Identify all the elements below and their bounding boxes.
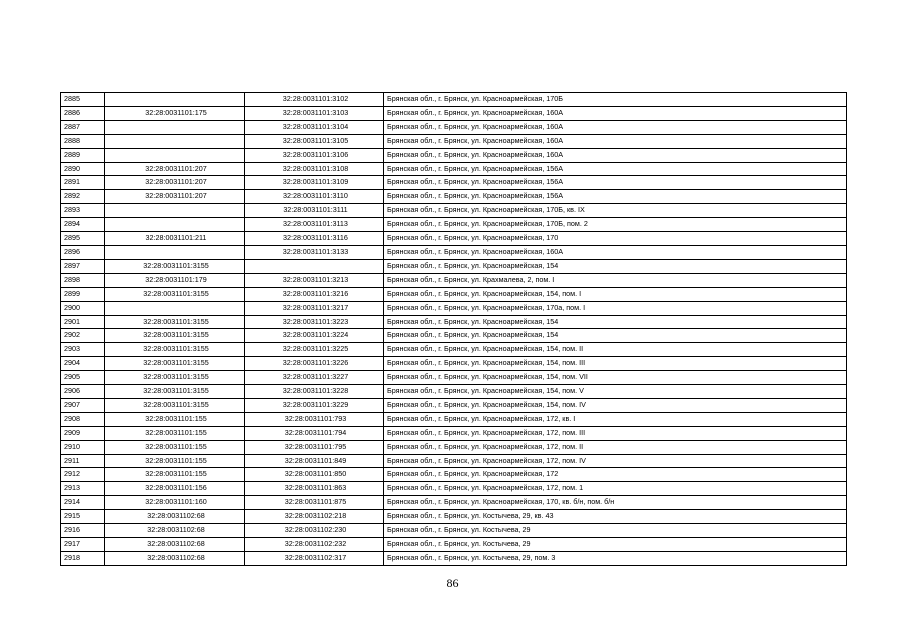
table-row [61,398,847,412]
address-cell: Брянская обл., г. Брянск, ул. Красноармейская, 156А [384,190,847,204]
land-cadastral-number-cell: 32:28:0031101:155 [105,454,245,468]
building-cadastral-number-cell: 32:28:0031101:3110 [245,190,384,204]
land-cadastral-number-cell: 32:28:0031101:155 [105,468,245,482]
address-cell: Брянская обл., г. Брянск, ул. Красноармейская, 154, пом. V [384,385,847,399]
land-cadastral-number-cell: 32:28:0031101:155 [105,440,245,454]
land-cadastral-number-cell: 32:28:0031101:3155 [105,371,245,385]
row-number-cell: 2901 [61,315,105,329]
row-number-cell: 2916 [61,524,105,538]
building-cadastral-number-cell: 32:28:0031101:795 [245,440,384,454]
row-number-cell: 2906 [61,385,105,399]
address-cell: Брянская обл., г. Брянск, ул. Красноармейская, 172, пом. II [384,440,847,454]
land-cadastral-number-cell [105,218,245,232]
address-cell: Брянская обл., г. Брянск, ул. Красноармейская, 170 [384,232,847,246]
building-cadastral-number-cell: 32:28:0031101:3229 [245,398,384,412]
row-number-cell: 2891 [61,176,105,190]
land-cadastral-number-cell: 32:28:0031101:3155 [105,287,245,301]
table-row [61,468,847,482]
building-cadastral-number-cell: 32:28:0031101:3225 [245,343,384,357]
building-cadastral-number-cell: 32:28:0031101:3103 [245,106,384,120]
land-cadastral-number-cell: 32:28:0031101:211 [105,232,245,246]
row-number-cell: 2895 [61,232,105,246]
table-body [61,93,847,566]
table-row [61,510,847,524]
land-cadastral-number-cell [105,148,245,162]
land-cadastral-number-cell [105,301,245,315]
row-number-cell: 2910 [61,440,105,454]
building-cadastral-number-cell: 32:28:0031101:3133 [245,245,384,259]
row-number-cell: 2897 [61,259,105,273]
page-number: 86 [446,576,459,590]
land-cadastral-number-cell: 32:28:0031101:207 [105,176,245,190]
building-cadastral-number-cell: 32:28:0031101:3109 [245,176,384,190]
row-number-cell: 2903 [61,343,105,357]
row-number-cell: 2885 [61,93,105,107]
land-cadastral-number-cell: 32:28:0031102:68 [105,538,245,552]
land-cadastral-number-cell: 32:28:0031101:179 [105,273,245,287]
building-cadastral-number-cell: 32:28:0031101:3104 [245,120,384,134]
row-number-cell: 2902 [61,329,105,343]
land-cadastral-number-cell: 32:28:0031102:68 [105,551,245,565]
building-cadastral-number-cell: 32:28:0031101:3226 [245,357,384,371]
table-row [61,148,847,162]
address-cell: Брянская обл., г. Брянск, ул. Красноармейская, 172, пом. III [384,426,847,440]
address-cell: Брянская обл., г. Брянск, ул. Красноармейская, 154 [384,329,847,343]
row-number-cell: 2887 [61,120,105,134]
table-row [61,454,847,468]
land-cadastral-number-cell: 32:28:0031101:3155 [105,259,245,273]
building-cadastral-number-cell: 32:28:0031101:3228 [245,385,384,399]
table-row [61,371,847,385]
address-cell: Брянская обл., г. Брянск, ул. Красноармейская, 170Б, кв. IX [384,204,847,218]
building-cadastral-number-cell: 32:28:0031101:3213 [245,273,384,287]
row-number-cell: 2912 [61,468,105,482]
land-cadastral-number-cell: 32:28:0031101:155 [105,426,245,440]
land-cadastral-number-cell: 32:28:0031101:3155 [105,357,245,371]
table-row [61,190,847,204]
row-number-cell: 2892 [61,190,105,204]
building-cadastral-number-cell: 32:28:0031101:793 [245,412,384,426]
row-number-cell: 2896 [61,245,105,259]
table-row [61,176,847,190]
address-cell: Брянская обл., г. Брянск, ул. Красноармейская, 154 [384,259,847,273]
building-cadastral-number-cell: 32:28:0031101:3223 [245,315,384,329]
table-row [61,412,847,426]
building-cadastral-number-cell: 32:28:0031101:794 [245,426,384,440]
land-cadastral-number-cell: 32:28:0031101:155 [105,412,245,426]
table-row [61,204,847,218]
address-cell: Брянская обл., г. Брянск, ул. Красноармейская, 154 [384,315,847,329]
land-cadastral-number-cell: 32:28:0031101:207 [105,190,245,204]
building-cadastral-number-cell: 32:28:0031101:863 [245,482,384,496]
row-number-cell: 2894 [61,218,105,232]
building-cadastral-number-cell: 32:28:0031101:850 [245,468,384,482]
address-cell: Брянская обл., г. Брянск, ул. Красноармейская, 154, пом. IV [384,398,847,412]
land-cadastral-number-cell: 32:28:0031101:156 [105,482,245,496]
table-row [61,93,847,107]
table-row [61,385,847,399]
table-row [61,496,847,510]
land-cadastral-number-cell: 32:28:0031101:3155 [105,329,245,343]
land-cadastral-number-cell: 32:28:0031101:3155 [105,385,245,399]
row-number-cell: 2907 [61,398,105,412]
land-cadastral-number-cell [105,120,245,134]
land-cadastral-number-cell: 32:28:0031101:175 [105,106,245,120]
row-number-cell: 2904 [61,357,105,371]
table-row [61,482,847,496]
building-cadastral-number-cell: 32:28:0031101:3216 [245,287,384,301]
land-cadastral-number-cell [105,204,245,218]
address-cell: Брянская обл., г. Брянск, ул. Красноармейская, 154, пом. I [384,287,847,301]
table-row [61,551,847,565]
row-number-cell: 2905 [61,371,105,385]
building-cadastral-number-cell: 32:28:0031101:3217 [245,301,384,315]
address-cell: Брянская обл., г. Брянск, ул. Красноармейская, 156А [384,162,847,176]
building-cadastral-number-cell: 32:28:0031101:3227 [245,371,384,385]
address-cell: Брянская обл., г. Брянск, ул. Красноармейская, 172, кв. I [384,412,847,426]
table-row [61,426,847,440]
table-row [61,120,847,134]
table-row [61,343,847,357]
table-row [61,106,847,120]
row-number-cell: 2911 [61,454,105,468]
building-cadastral-number-cell: 32:28:0031102:218 [245,510,384,524]
row-number-cell: 2899 [61,287,105,301]
address-cell: Брянская обл., г. Брянск, ул. Красноармейская, 170, кв. б/н, пом. б/н [384,496,847,510]
address-cell: Брянская обл., г. Брянск, ул. Костычева, 29 [384,524,847,538]
building-cadastral-number-cell: 32:28:0031102:232 [245,538,384,552]
building-cadastral-number-cell: 32:28:0031101:849 [245,454,384,468]
land-cadastral-number-cell: 32:28:0031101:207 [105,162,245,176]
cadastral-table [60,92,847,566]
row-number-cell: 2914 [61,496,105,510]
building-cadastral-number-cell: 32:28:0031101:3106 [245,148,384,162]
row-number-cell: 2893 [61,204,105,218]
address-cell: Брянская обл., г. Брянск, ул. Красноармейская, 154, пом. VII [384,371,847,385]
address-cell: Брянская обл., г. Брянск, ул. Красноармейская, 170Б, пом. 2 [384,218,847,232]
land-cadastral-number-cell [105,93,245,107]
land-cadastral-number-cell: 32:28:0031102:68 [105,510,245,524]
building-cadastral-number-cell: 32:28:0031102:317 [245,551,384,565]
row-number-cell: 2913 [61,482,105,496]
land-cadastral-number-cell: 32:28:0031101:3155 [105,315,245,329]
address-cell: Брянская обл., г. Брянск, ул. Красноармейская, 160А [384,148,847,162]
table-row [61,524,847,538]
building-cadastral-number-cell: 32:28:0031101:3108 [245,162,384,176]
table-row [61,218,847,232]
address-cell: Брянская обл., г. Брянск, ул. Красноармейская, 172, пом. IV [384,454,847,468]
table-row [61,357,847,371]
building-cadastral-number-cell: 32:28:0031101:3105 [245,134,384,148]
table-row [61,232,847,246]
row-number-cell: 2890 [61,162,105,176]
building-cadastral-number-cell: 32:28:0031101:3116 [245,232,384,246]
land-cadastral-number-cell [105,245,245,259]
row-number-cell: 2917 [61,538,105,552]
address-cell: Брянская обл., г. Брянск, ул. Красноармейская, 154, пом. II [384,343,847,357]
address-cell: Брянская обл., г. Брянск, ул. Красноармейская, 160А [384,120,847,134]
table-row [61,245,847,259]
table-row [61,440,847,454]
table-row [61,134,847,148]
row-number-cell: 2915 [61,510,105,524]
address-cell: Брянская обл., г. Брянск, ул. Красноармейская, 172 [384,468,847,482]
table-row [61,329,847,343]
table-row [61,538,847,552]
land-cadastral-number-cell: 32:28:0031102:68 [105,524,245,538]
row-number-cell: 2888 [61,134,105,148]
row-number-cell: 2909 [61,426,105,440]
building-cadastral-number-cell: 32:28:0031101:875 [245,496,384,510]
address-cell: Брянская обл., г. Брянск, ул. Красноармейская, 154, пом. III [384,357,847,371]
address-cell: Брянская обл., г. Брянск, ул. Красноармейская, 170Б [384,93,847,107]
land-cadastral-number-cell [105,134,245,148]
row-number-cell: 2918 [61,551,105,565]
table-row [61,259,847,273]
land-cadastral-number-cell: 32:28:0031101:160 [105,496,245,510]
land-cadastral-number-cell: 32:28:0031101:3155 [105,398,245,412]
table-row [61,301,847,315]
address-cell: Брянская обл., г. Брянск, ул. Красноармейская, 160А [384,245,847,259]
building-cadastral-number-cell: 32:28:0031101:3224 [245,329,384,343]
land-cadastral-number-cell: 32:28:0031101:3155 [105,343,245,357]
table-row [61,162,847,176]
address-cell: Брянская обл., г. Брянск, ул. Красноармейская, 160А [384,134,847,148]
row-number-cell: 2886 [61,106,105,120]
address-cell: Брянская обл., г. Брянск, ул. Красноармейская, 156А [384,176,847,190]
table-row [61,287,847,301]
address-cell: Брянская обл., г. Брянск, ул. Костычева, 29, пом. 3 [384,551,847,565]
building-cadastral-number-cell: 32:28:0031101:3111 [245,204,384,218]
address-cell: Брянская обл., г. Брянск, ул. Крахмалева, 2, пом. I [384,273,847,287]
table-row [61,315,847,329]
row-number-cell: 2908 [61,412,105,426]
row-number-cell: 2900 [61,301,105,315]
row-number-cell: 2898 [61,273,105,287]
building-cadastral-number-cell: 32:28:0031102:230 [245,524,384,538]
building-cadastral-number-cell [245,259,384,273]
address-cell: Брянская обл., г. Брянск, ул. Красноармейская, 172, пом. 1 [384,482,847,496]
address-cell: Брянская обл., г. Брянск, ул. Костычева, 29 [384,538,847,552]
table-row [61,273,847,287]
address-cell: Брянская обл., г. Брянск, ул. Костычева, 29, кв. 43 [384,510,847,524]
row-number-cell: 2889 [61,148,105,162]
building-cadastral-number-cell: 32:28:0031101:3113 [245,218,384,232]
address-cell: Брянская обл., г. Брянск, ул. Красноармейская, 160А [384,106,847,120]
address-cell: Брянская обл., г. Брянск, ул. Красноармейская, 170а, пом. I [384,301,847,315]
building-cadastral-number-cell: 32:28:0031101:3102 [245,93,384,107]
